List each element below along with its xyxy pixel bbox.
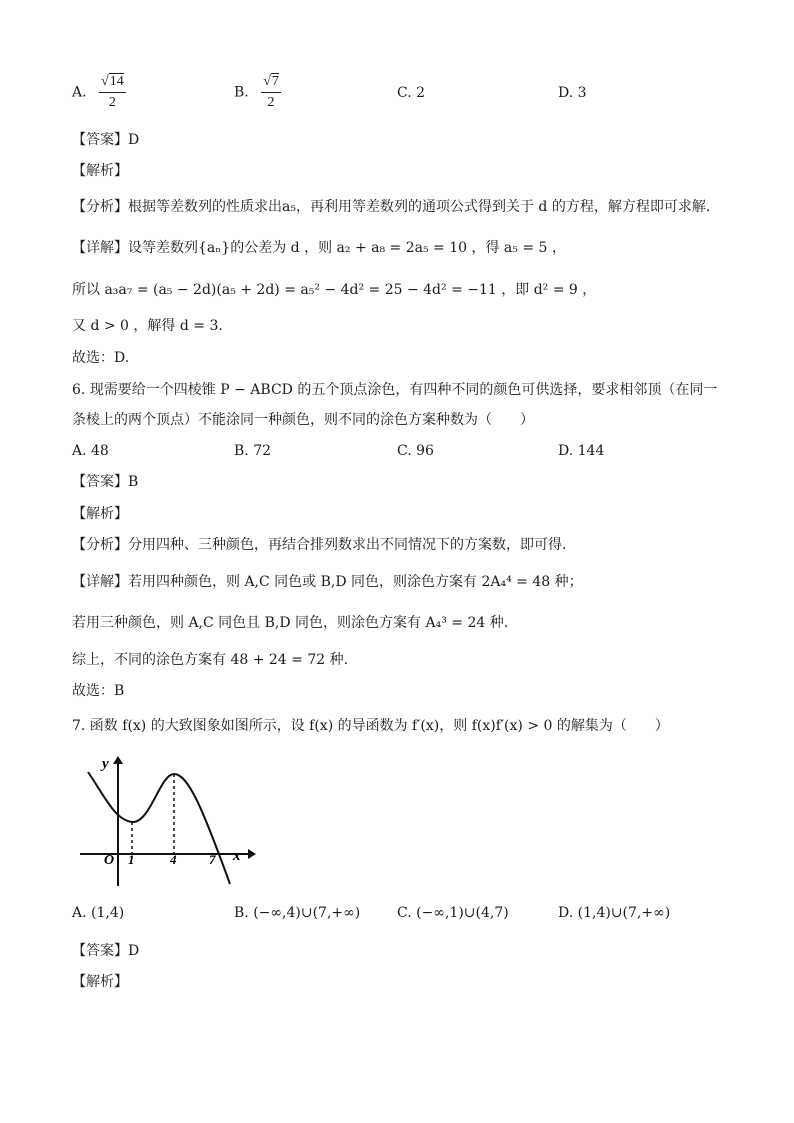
q6-option-c: C. 96 <box>397 443 434 459</box>
option-a-label: A. <box>72 84 87 101</box>
option-b-fraction: $\frac{√7}{2}$ <box>261 72 281 113</box>
q6-jiexi: 【解析】 <box>72 506 128 522</box>
q5-option-b <box>234 72 281 113</box>
tick-label-1: 1 <box>128 852 135 867</box>
q7-option-c: C. (−∞,1)∪(4,7) <box>397 905 509 921</box>
tick-label-4: 4 <box>170 852 177 867</box>
q7-option-d: D. (1,4)∪(7,+∞) <box>558 905 671 921</box>
y-axis-arrow <box>113 756 123 764</box>
q5-option-d: D. 3 <box>558 85 587 101</box>
q5-xiangjie: 【详解】设等差数列{aₙ}的公差为 d ，则 a₂ + a₈ = 2a₅ = 10 ，得 a₅ = 5 ， <box>72 240 566 256</box>
q6-answer: 【答案】B <box>72 474 139 490</box>
origin-label: O <box>104 853 115 868</box>
q5-option-a <box>72 72 126 113</box>
option-a-denominator: 2 <box>108 95 116 110</box>
q7-stem: 7. 函数 f(x) 的大致图象如图所示，设 f(x) 的导函数为 f′(x)，则 f(x)f′(x) > 0 的解集为（ ） <box>72 718 669 734</box>
q5-guxuan: 故选：D. <box>72 350 130 366</box>
x-axis-arrow <box>248 849 256 859</box>
q7-option-b: B. (−∞,4)∪(7,+∞) <box>234 905 361 921</box>
q6-option-b: B. 72 <box>234 443 272 459</box>
q5-step2: 所以 a₃a₇ = (a₅ − 2d)(a₅ + 2d) = a₅² − 4d² = 25 − 4d² = −11 ，即 d² = 9 ， <box>72 282 597 298</box>
q7-function-graph <box>70 752 260 892</box>
q7-answer: 【答案】D <box>72 943 140 959</box>
y-axis-label: y <box>102 756 109 772</box>
x-axis-label: x <box>233 848 241 864</box>
q5-step3: 又 d > 0 ，解得 d = 3. <box>72 318 223 334</box>
q5-option-c: C. 2 <box>397 85 426 101</box>
q5-fenxi: 【分析】根据等差数列的性质求出a₅，再利用等差数列的通项公式得到关于 d 的方程，解方程即可求解. <box>72 199 711 215</box>
q7-jiexi: 【解析】 <box>72 974 128 990</box>
q6-option-d: D. 144 <box>558 443 605 459</box>
q6-step2: 若用三种颜色，则 A,C 同色且 B,D 同色，则涂色方案有 A₄³ = 24 种. <box>72 615 509 631</box>
option-b-denominator: 2 <box>267 95 275 110</box>
option-b-numerator: 7 <box>271 74 279 89</box>
q6-xiangjie: 【详解】若用四种颜色，则 A,C 同色或 B,D 同色，则涂色方案有 2A₄⁴ = 48 种； <box>72 574 583 590</box>
option-a-fraction: $\frac{√14}{2}$ <box>99 72 126 113</box>
q6-stem-line1: 6. 现需要给一个四棱锥 P − ABCD 的五个顶点涂色，有四种不同的颜色可供选择，要求相邻顶（在同一 <box>72 382 718 398</box>
option-b-label: B. <box>234 84 249 101</box>
q5-answer: 【答案】D <box>72 132 140 148</box>
q6-fenxi: 【分析】分用四种、三种颜色，再结合排列数求出不同情况下的方案数，即可得. <box>72 537 567 553</box>
q7-option-a: A. (1,4) <box>72 905 125 921</box>
q6-stem-line2: 条棱上的两个顶点）不能涂同一种颜色，则不同的涂色方案种数为（ ） <box>72 412 534 428</box>
q6-option-a: A. 48 <box>72 443 109 459</box>
option-a-numerator: 14 <box>109 74 124 89</box>
q6-guxuan: 故选：B <box>72 683 125 699</box>
q5-jiexi: 【解析】 <box>72 163 128 179</box>
tick-label-7: 7 <box>209 852 216 867</box>
q6-step3: 综上，不同的涂色方案有 48 + 24 = 72 种. <box>72 652 349 668</box>
